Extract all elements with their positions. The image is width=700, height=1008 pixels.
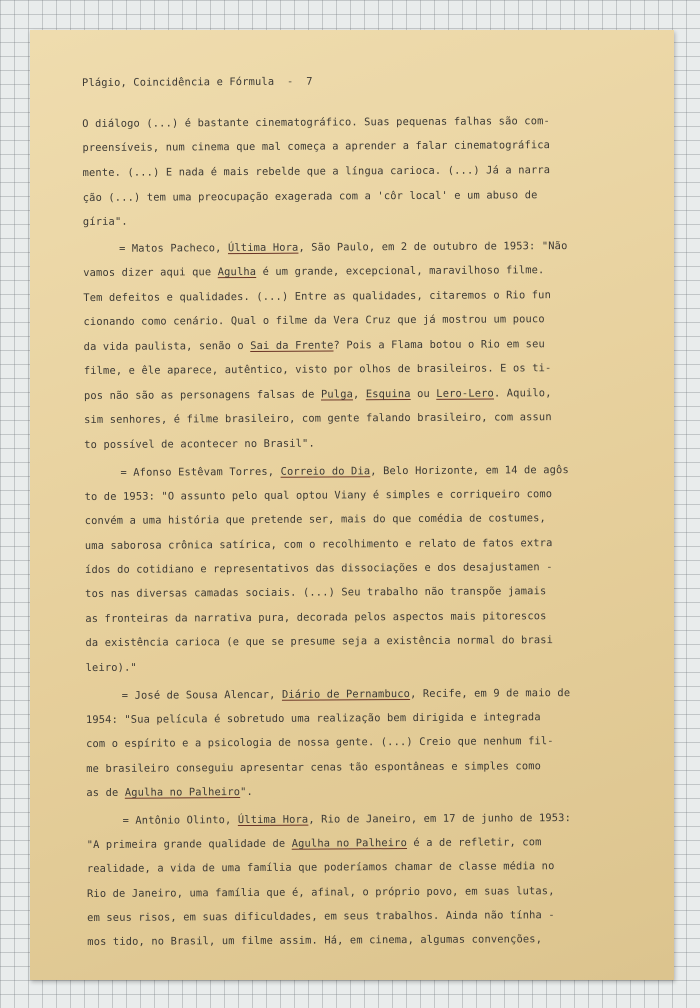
text-line: cionando como cenário. Qual o filme da Vera Cruz que já mostrou um pouco [83,313,545,328]
text-line: 1954: "Sua película é sobretudo uma realização bem dirigida e integrada [85,711,541,726]
text-line: mente. (...) E nada é mais rebelde que a língua carioca. (...) Já a narra [82,164,551,179]
text-line: to possível de acontecer no Brasil". [84,437,315,451]
underlined-title: Diário de Pernambuco [281,688,411,701]
text-line: vamos dizer aqui que Agulha é um grande, excepcional, maravilhoso filme. [83,264,545,279]
underlined-title: Correio do Dia [280,465,371,478]
underlined-title: Lero-Lero [436,387,494,400]
text-line: "A primeira grande qualidade de Agulha no Palheiro é a de refletir, com [86,836,542,851]
text-line: uma saborosa crônica satírica, com o recolhimento e relato de fatos extra [84,537,553,552]
text-line: sim senhores, é filme brasileiro, com gente falando brasileiro, com assun [84,411,552,426]
text-line: = José de Sousa Alencar, Diário de Pernambuco, Recife, em 9 de maio de [121,687,571,702]
page-text-block [82,72,672,948]
text-line: ção (...) tem uma preocupação exagerada com a 'côr local' e um abuso de [82,189,538,204]
underlined-title: Agulha no Palheiro [124,786,241,799]
text-line: gíria". [82,215,128,228]
text-line: convém a uma história que pretende ser, mais do que comédia de costumes, [84,512,546,527]
text-line: em seus risos, em suas dificuldades, em seus trabalhos. Ainda não tínha - [87,909,555,924]
text-line: = Antônio Olinto, Última Hora, Rio de Janeiro, em 17 de junho de 1953: [122,812,572,827]
text-line: Rio de Janeiro, uma família que é, afinal, o próprio povo, em suas lutas, [86,885,555,900]
underlined-title: Última Hora [227,241,299,255]
text-line: Tem defeitos e qualidades. (...) Entre as qualidades, citaremos o Rio fun [83,289,552,304]
text-line: filme, e êle aparece, autêntico, visto por olhos de brasileiros. E os ti- [83,362,552,377]
text-line: leiro)." [85,661,137,674]
text-line: realidade, a vida de uma família que poderíamos chamar de classe média no [86,860,555,875]
page-heading: Plágio, Coincidência e Fórmula - 7 [82,75,313,89]
text-line: com o espírito e a psicologia de nossa gente. (...) Creio que nenhum fil- [86,735,554,750]
underlined-title: Agulha [217,265,257,279]
text-line: O diálogo (...) é bastante cinematográfico. Suas pequenas falhas são com- [82,115,550,130]
underlined-title: Pulga [320,388,354,401]
text-line: da vida paulista, senão o Sai da Frente? Pois a Flama botou o Rio em seu [83,338,545,353]
underlined-title: Esquina [365,387,411,401]
text-line: = Afonso Estêvam Torres, Correio do Dia, Belo Horizonte, em 14 de agôs [120,464,569,479]
text-line: me brasileiro conseguiu apresentar cenas tão espontâneas e simples como [86,760,542,775]
text-line: tos nas diversas camadas sociais. (...) Seu trabalho não transpõe jamais [85,585,547,600]
underlined-title: Agulha no Palheiro [291,837,408,850]
text-line: mos tido, no Brasil, um filme assim. Há, em cinema, algumas convenções, [87,933,543,948]
text-line: da existência carioca (e que se presume seja a existência normal do brasi [85,634,554,649]
text-line: to de 1953: "O assunto pelo qual optou Viany é simples e corriqueiro como [84,488,553,503]
text-line: as de Agulha no Palheiro". [86,785,253,799]
underlined-title: Última Hora [237,813,309,827]
text-line: ídos do cotidiano e representativos das dissociações e dos desajustamen - [84,561,553,576]
underlined-title: Sai da Frente [250,339,334,352]
typewritten-page [30,30,674,980]
text-line: pos não são as personagens falsas de Pulga, Esquina ou Lero-Lero. Aquilo, [83,387,552,402]
text-line: = Matos Pacheco, Última Hora, São Paulo, em 2 de outubro de 1953: "Não [119,240,568,255]
text-line: as fronteiras da narrativa pura, decorada pelos aspectos mais pitorescos [85,610,547,625]
text-line: preensíveis, num cinema que mal começa a aprender a falar cinematográfica [82,139,551,154]
